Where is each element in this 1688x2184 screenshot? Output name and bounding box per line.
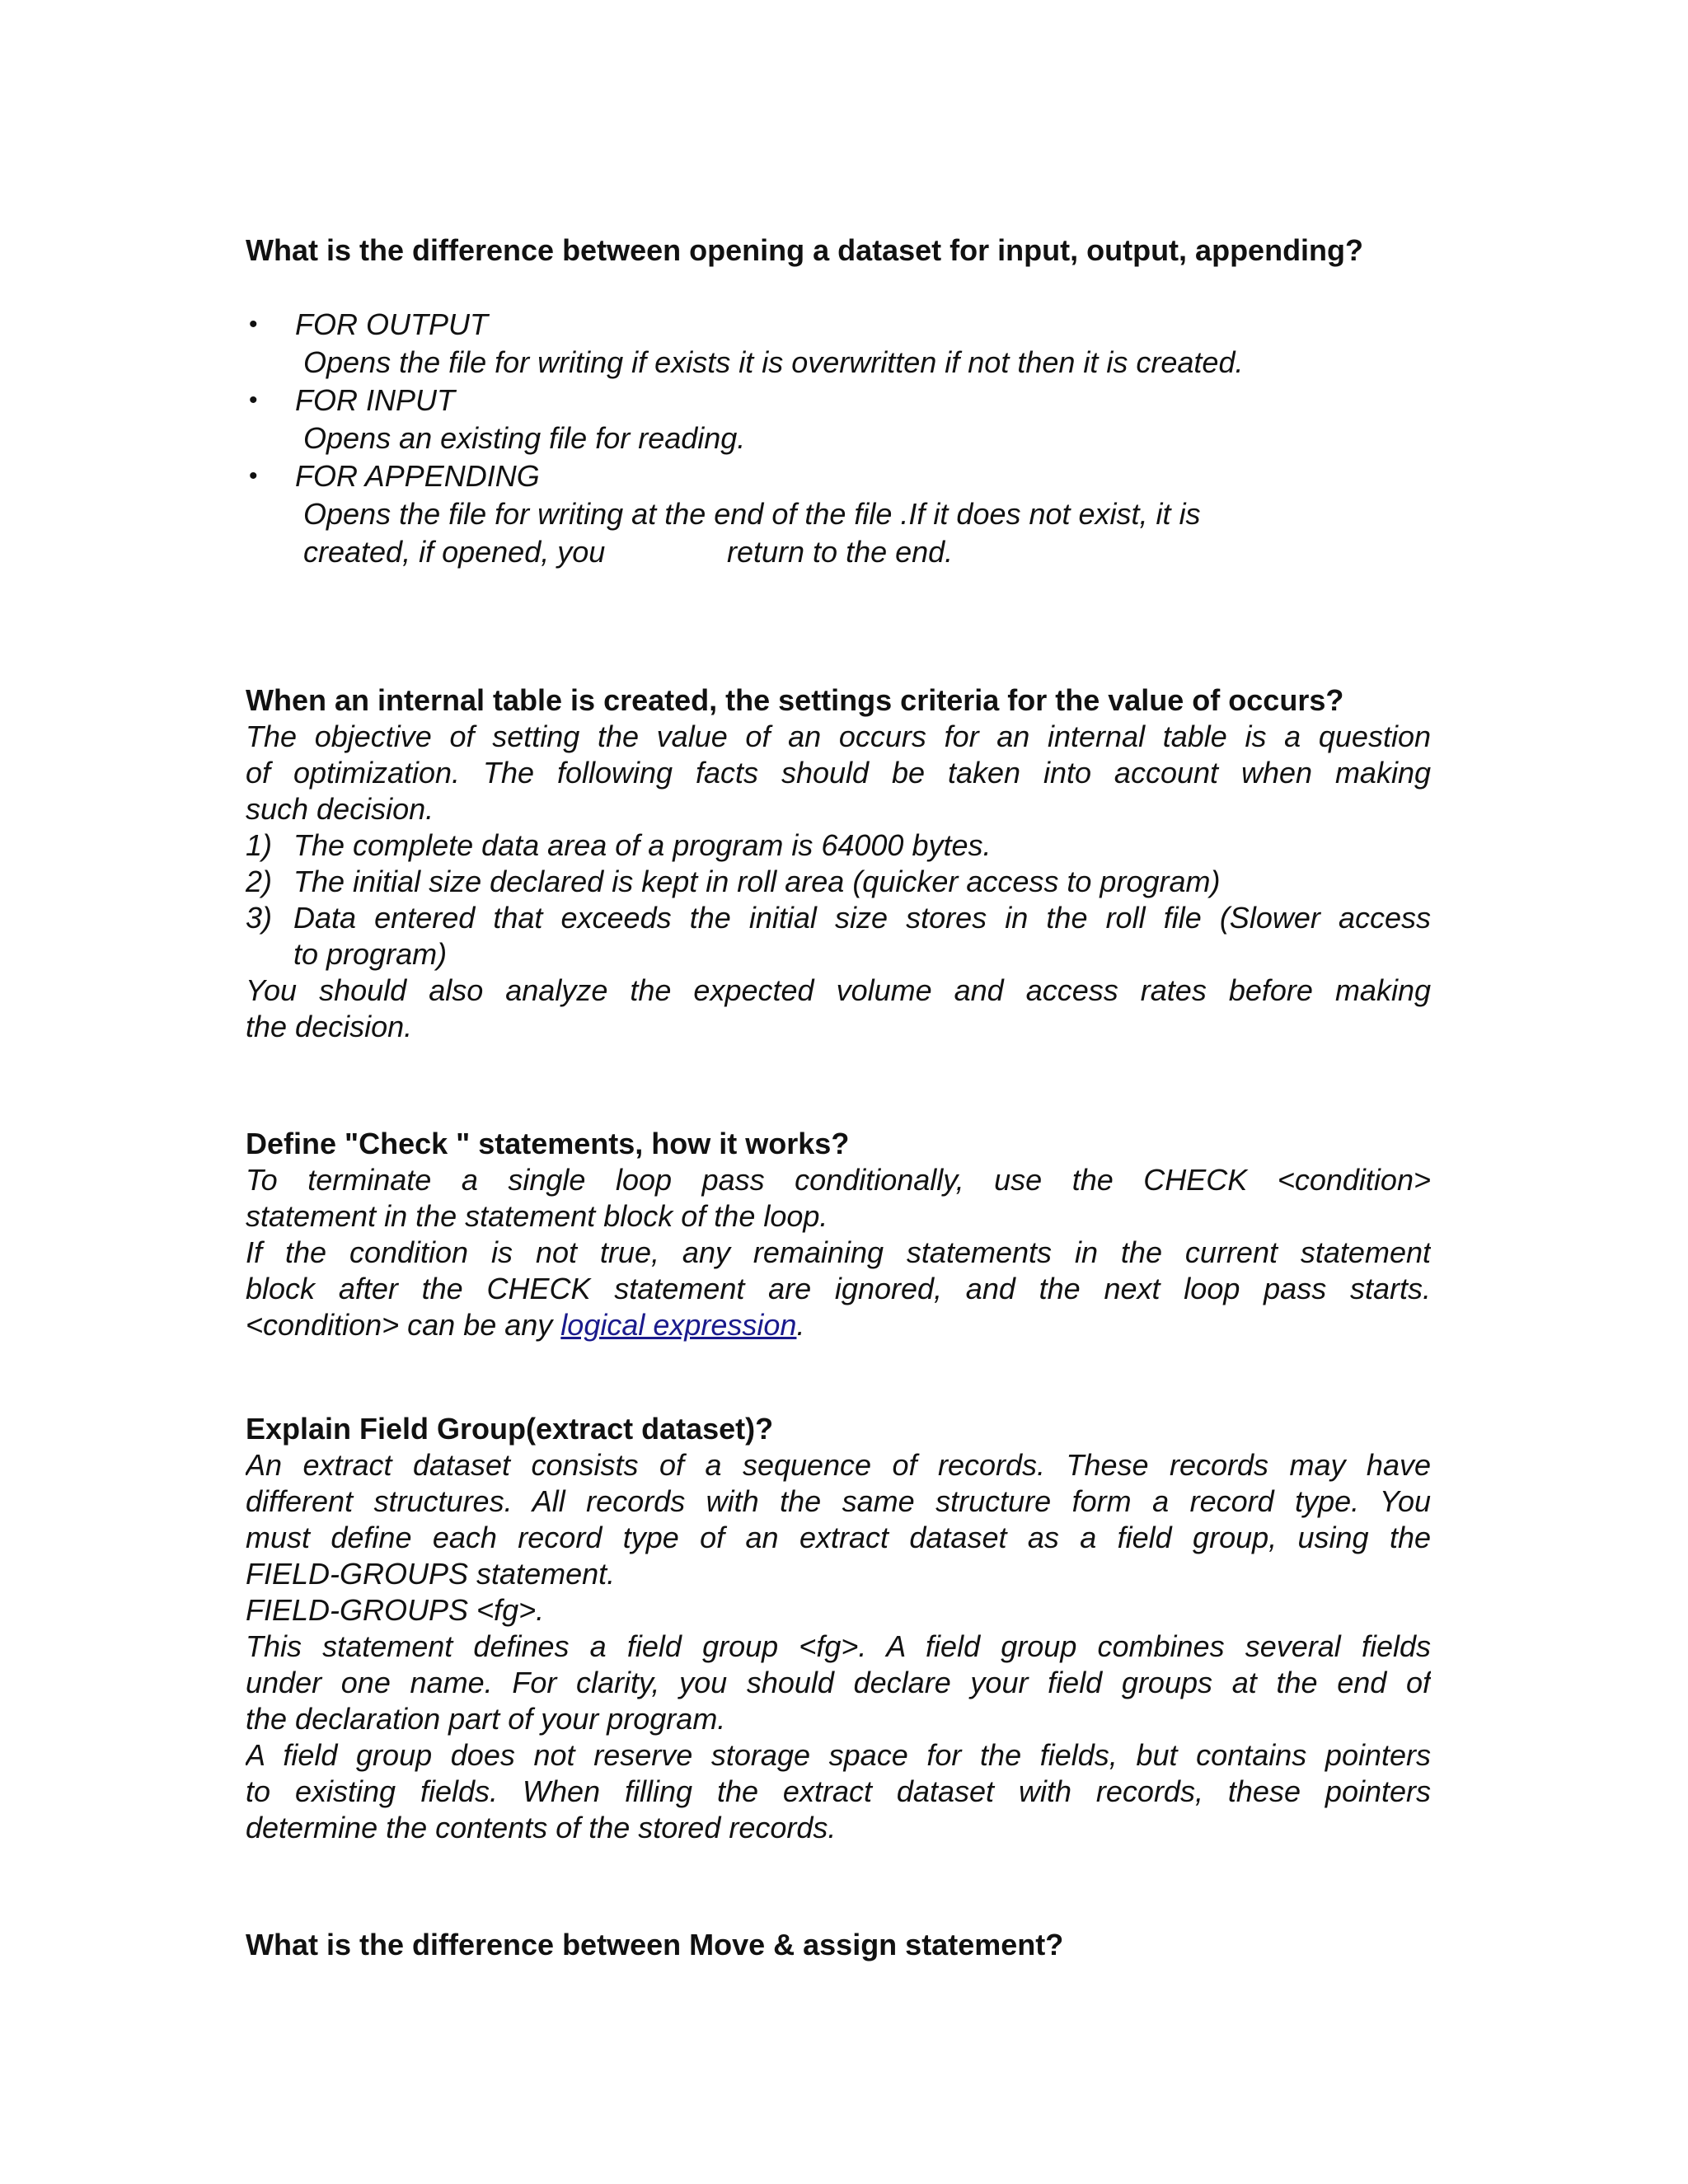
paragraph-line: the declaration part of your program. <box>246 1702 726 1736</box>
paragraph-line: the decision. <box>246 1010 413 1043</box>
list-item-label: FOR OUTPUT <box>295 307 488 341</box>
question-heading-check: Define "Check " statements, how it works? <box>246 1127 850 1160</box>
paragraph-line: An extract dataset consists of a sequence of records. These records may have <box>246 1448 1431 1482</box>
paragraph-line: determine the contents of the stored records. <box>246 1811 837 1844</box>
paragraph-line: If the condition is not true, any remaining statements in the current statement <box>246 1235 1431 1269</box>
paragraph-line: You should also analyze the expected volume and access rates before making <box>246 973 1431 1007</box>
list-item-label: FOR INPUT <box>295 383 455 417</box>
paragraph-line: block after the CHECK statement are ignored, and the next loop pass starts. <box>246 1272 1431 1305</box>
paragraph-line: To terminate a single loop pass conditionally, use the CHECK <condition> <box>246 1163 1431 1197</box>
code-line: FIELD-GROUPS <fg>. <box>246 1593 545 1627</box>
paragraph-line: A field group does not reserve storage space for the fields, but contains pointers <box>246 1738 1431 1772</box>
question-heading-field-group: Explain Field Group(extract dataset)? <box>246 1412 774 1446</box>
paragraph-text: <condition> can be any <box>246 1308 561 1342</box>
paragraph-line: must define each record type of an extract dataset as a field group, using the <box>246 1521 1431 1554</box>
bullet-icon: • <box>249 311 258 338</box>
paragraph-line: This statement defines a field group <fg>. A field group combines several fields <box>246 1629 1431 1663</box>
list-item-description: Opens the file for writing if exists it is overwritten if not then it is created. <box>303 345 1244 379</box>
paragraph-line: under one name. For clarity, you should declare your field groups at the end of <box>246 1666 1431 1699</box>
paragraph-line <box>246 1307 804 1343</box>
list-item-description: Opens the file for writing at the end of the file .If it does not exist, it is <box>303 497 1201 531</box>
question-heading-dataset-open-modes: What is the difference between opening a dataset for input, output, appending? <box>246 233 1364 267</box>
list-item-text: to program) <box>293 937 448 971</box>
paragraph-line: FIELD-GROUPS statement. <box>246 1557 616 1591</box>
bullet-icon: • <box>249 462 258 490</box>
list-number: 2) <box>246 865 273 898</box>
paragraph-line: of optimization. The following facts should be taken into account when making <box>246 756 1431 790</box>
list-item-description: created, if opened, you <box>303 535 606 569</box>
list-number: 3) <box>246 901 273 935</box>
paragraph-text: . <box>796 1308 805 1342</box>
question-heading-occurs: When an internal table is created, the settings criteria for the value of occurs? <box>246 683 1344 717</box>
paragraph-line: statement in the statement block of the loop. <box>246 1199 828 1233</box>
list-item-text: The complete data area of a program is 64000 bytes. <box>293 828 992 862</box>
paragraph-line: The objective of setting the value of an occurs for an internal table is a question <box>246 719 1431 753</box>
paragraph-line: different structures. All records with the same structure form a record type. You <box>246 1484 1431 1518</box>
list-item-description: Opens an existing file for reading. <box>303 421 746 455</box>
list-item-text: The initial size declared is kept in roll area (quicker access to program) <box>293 865 1221 898</box>
list-number: 1) <box>246 828 273 862</box>
logical-expression-link[interactable]: logical expression <box>560 1308 797 1342</box>
bullet-icon: • <box>249 387 258 414</box>
question-heading-move-assign: What is the difference between Move & assign statement? <box>246 1928 1064 1961</box>
paragraph-line: to existing fields. When filling the extract dataset with records, these pointers <box>246 1774 1431 1808</box>
list-item-description: return to the end. <box>727 535 954 569</box>
paragraph-line: such decision. <box>246 792 434 826</box>
list-item-text: Data entered that exceeds the initial size stores in the roll file (Slower access <box>293 901 1431 935</box>
list-item-label: FOR APPENDING <box>295 459 540 493</box>
